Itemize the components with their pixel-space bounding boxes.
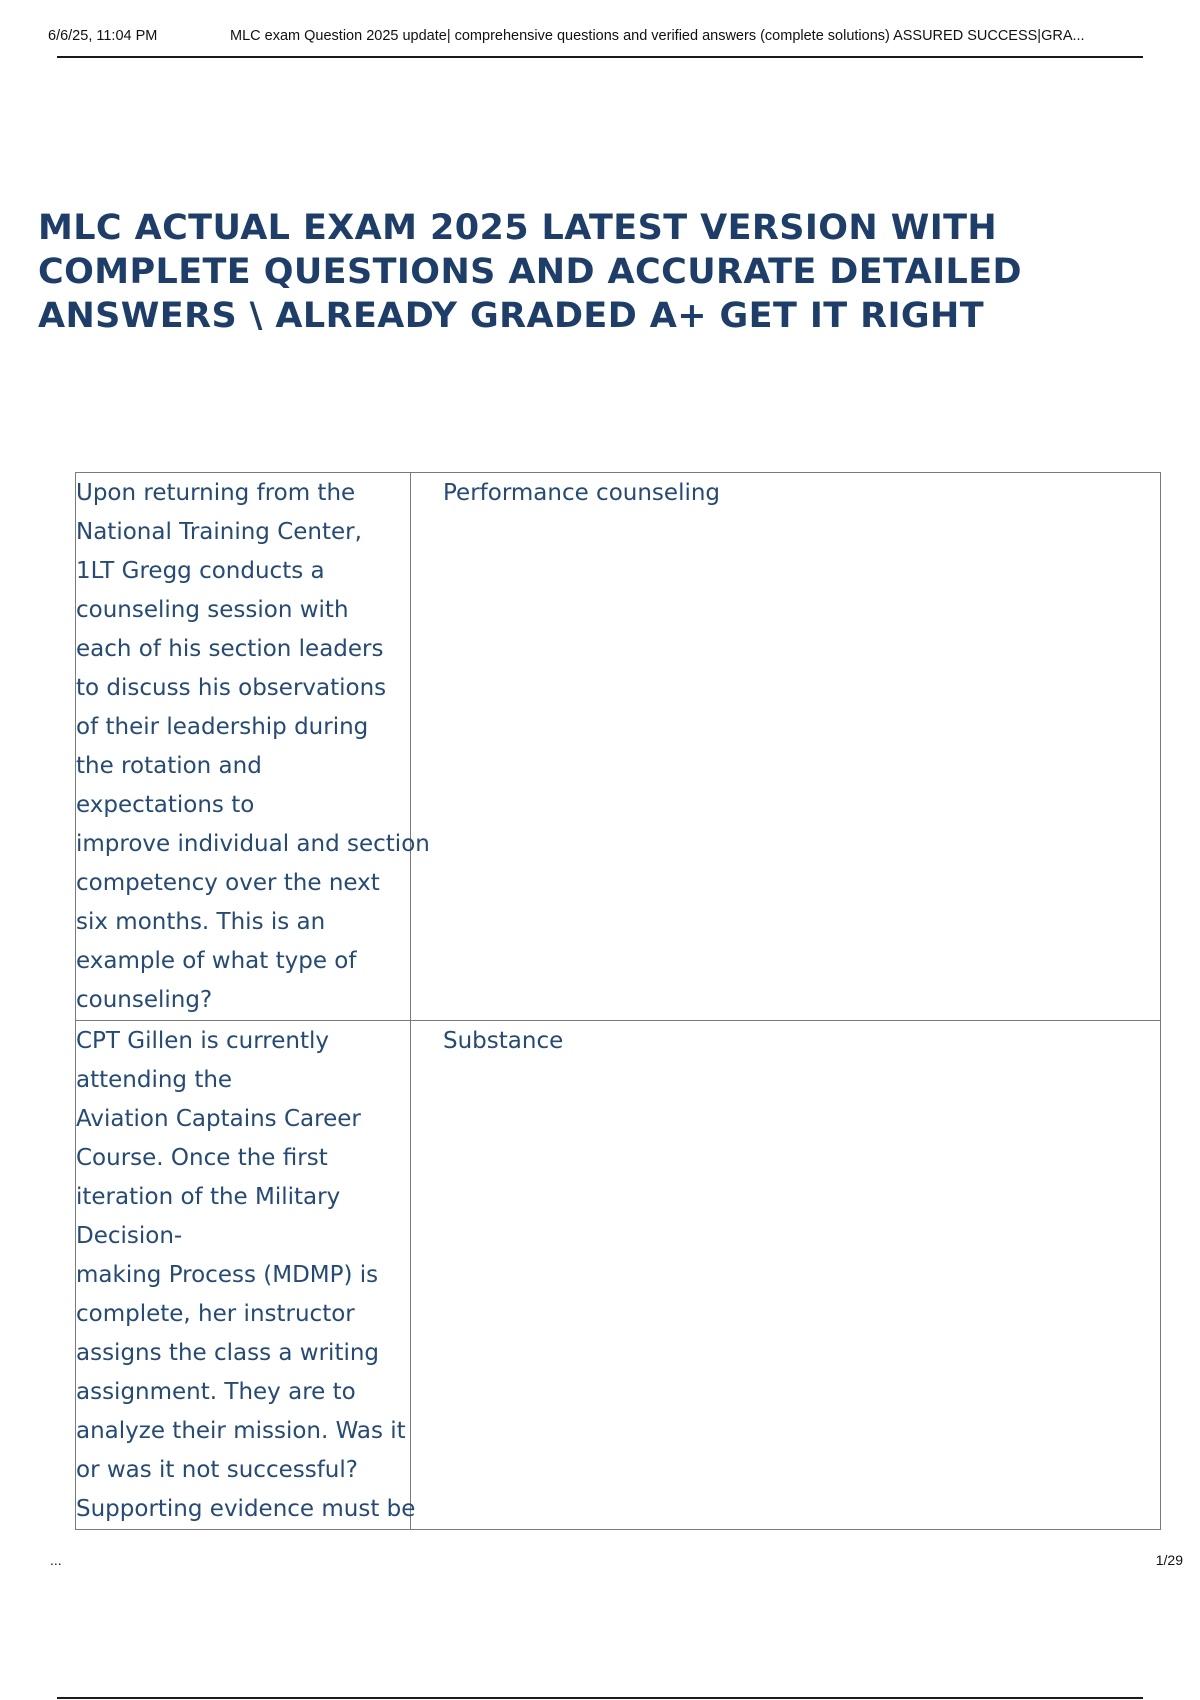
table-row [76,473,1161,1021]
question-cell [76,1021,416,1530]
footer-ellipsis: ... [50,1552,62,1568]
question-line: to discuss his observations [76,675,387,701]
question-line: counseling? [76,987,213,1013]
table-row [76,1021,1161,1530]
question-line: each of his section leaders [76,636,384,662]
question-line: attending the [76,1067,233,1093]
question-line: Course. Once the first [76,1145,328,1171]
question-line: assignment. They are to [76,1379,356,1405]
question-line: complete, her instructor [76,1301,355,1327]
question-line: 1LT Gregg conducts a [76,558,325,584]
answer-text: Performance counseling [443,480,721,506]
question-text [76,473,430,1020]
answer-cell [411,1021,1161,1530]
answer-cell [411,473,1161,1021]
question-line: of their leadership during [76,714,369,740]
question-line: competency over the next [76,870,380,896]
question-line: CPT Gillen is currently [76,1028,329,1054]
question-line: the rotation and [76,753,262,779]
document-title: MLC ACTUAL EXAM 2025 LATEST VERSION WITH COMPLETE QUESTIONS AND ACCURATE DETAILED ANSWERS \ ALREADY GRADED A+ GET IT RIGHT [38,208,1023,336]
question-line: Upon returning from the [76,480,356,506]
question-line: Decision- [76,1223,183,1249]
question-line: analyze their mission. Was it [76,1418,406,1444]
header-rule [57,56,1143,58]
answer-text: Substance [443,1028,564,1054]
question-line: Supporting evidence must be [76,1496,416,1522]
print-date: 6/6/25, 11:04 PM [48,28,158,44]
question-line: counseling session with [76,597,349,623]
question-line: making Process (MDMP) is [76,1262,379,1288]
question-line: six months. This is an [76,909,326,935]
question-text [76,1021,416,1529]
page-number: 1/29 [1155,1552,1183,1568]
question-cell [76,473,430,1021]
qa-table [75,472,1161,1530]
question-line: expectations to [76,792,255,818]
question-line: iteration of the Military [76,1184,341,1210]
question-line: improve individual and section [76,831,430,857]
print-doc-title: MLC exam Question 2025 update| comprehensive questions and verified answers (complete solutions) ASSURED SUCCESS|GRA... [230,28,1085,44]
question-line: National Training Center, [76,519,362,545]
print-header [48,28,1180,52]
footer-rule [57,1697,1143,1699]
question-line: example of what type of [76,948,357,974]
question-line: or was it not successful? [76,1457,358,1483]
question-line: assigns the class a writing [76,1340,380,1366]
question-line: Aviation Captains Career [76,1106,361,1132]
